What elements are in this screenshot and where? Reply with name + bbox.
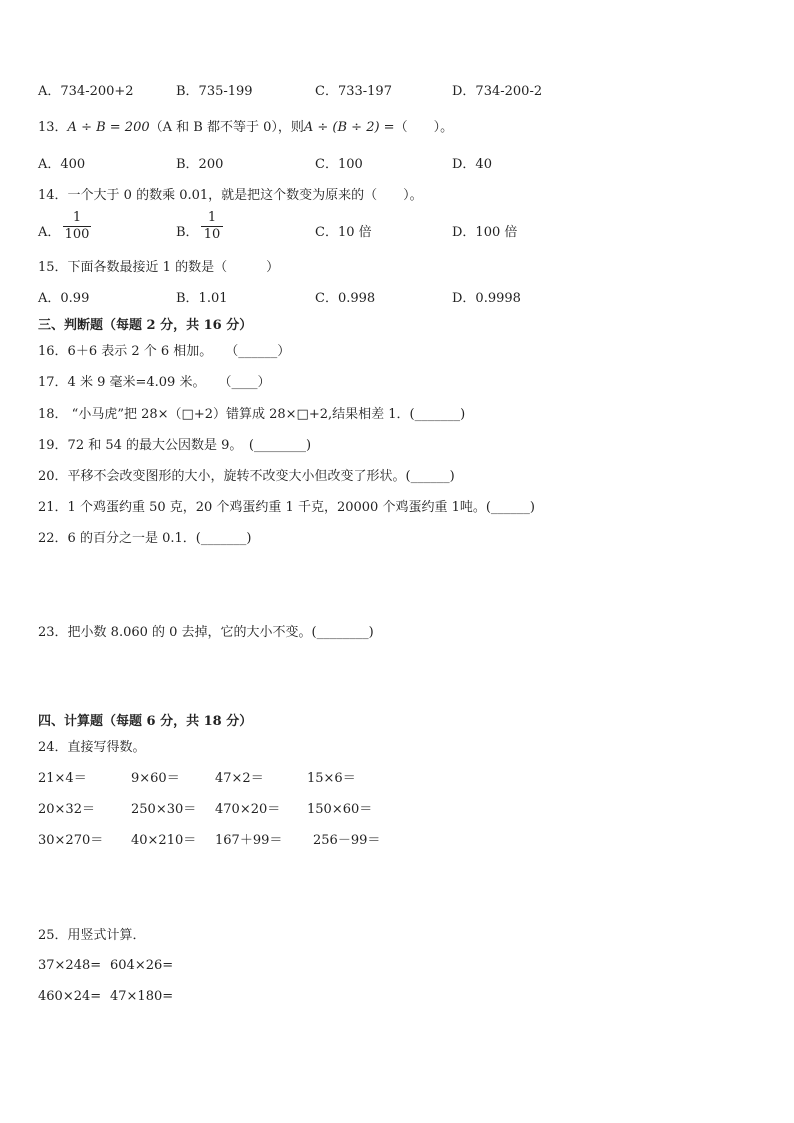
q13-condition: （A 和 B 都不等于 0），则	[149, 120, 304, 135]
q14-option-d: D．100 倍	[452, 225, 518, 240]
q13-question	[38, 120, 453, 136]
q24-item: 47×2＝	[215, 771, 264, 786]
q14-option-a-fraction	[63, 211, 91, 242]
q14-option-c: C．10 倍	[315, 225, 372, 240]
q13-option-a: A．400	[38, 157, 86, 172]
q14-option-b-label: B．	[176, 225, 199, 240]
q24-item: 167＋99＝	[215, 833, 283, 848]
q22-statement: 22．6 的百分之一是 0.1．(_______)	[38, 531, 252, 546]
q14-option-b-numerator: 1	[201, 211, 223, 227]
q15-option-b: B．1.01	[176, 291, 228, 306]
q15-question: 15．下面各数最接近 1 的数是（ ）	[38, 260, 280, 275]
q13-option-b: B．200	[176, 157, 224, 172]
q20-statement: 20．平移不会改变图形的大小，旋转不改变大小但改变了形状。(______)	[38, 469, 455, 484]
q14-option-a-numerator: 1	[63, 211, 91, 227]
q15-option-d: D．0.9998	[452, 291, 521, 306]
q25-item: 460×24=	[38, 989, 102, 1004]
q15-option-a: A．0.99	[38, 291, 90, 306]
q19-statement: 19．72 和 54 的最大公因数是 9。 (________)	[38, 438, 312, 453]
q13-answer-blank: （ ）。	[394, 120, 454, 135]
q13-option-c: C．100	[315, 157, 363, 172]
q13-number: 13．	[38, 120, 68, 135]
q15-option-c: C．0.998	[315, 291, 376, 306]
q25-title: 25．用竖式计算．	[38, 928, 146, 943]
q13-option-d: D．40	[452, 157, 492, 172]
q12-option-d: D．734-200-2	[452, 84, 543, 99]
section-4-heading: 四、计算题（每题 6 分，共 18 分）	[38, 714, 253, 729]
q24-item: 21×4＝	[38, 771, 87, 786]
q24-item: 15×6＝	[307, 771, 356, 786]
q24-item: 250×30＝	[131, 802, 197, 817]
q12-option-c: C．733-197	[315, 84, 392, 99]
q12-option-b: B．735-199	[176, 84, 253, 99]
q24-item: 30×270＝	[38, 833, 104, 848]
q24-item: 150×60＝	[307, 802, 373, 817]
q17-statement: 17．4 米 9 毫米=4.09 米。 （____）	[38, 375, 271, 390]
q14-option-a-label: A．	[38, 225, 61, 240]
q14-option-a-denominator: 100	[64, 227, 90, 242]
q24-item: 40×210＝	[131, 833, 197, 848]
q24-item: 9×60＝	[131, 771, 180, 786]
q24-title: 24．直接写得数。	[38, 740, 146, 755]
q12-option-a: A．734-200+2	[38, 84, 134, 99]
q14-option-b-fraction	[201, 211, 223, 242]
q25-item: 37×248=	[38, 958, 102, 973]
q13-expression-2: A ÷ (B ÷ 2) =	[303, 120, 395, 135]
q25-item: 47×180=	[110, 989, 174, 1004]
q14-option-b-denominator: 10	[203, 227, 221, 242]
q24-item: 256－99＝	[313, 833, 381, 848]
q25-item: 604×26=	[110, 958, 174, 973]
q24-item: 20×32＝	[38, 802, 95, 817]
q14-question: 14．一个大于 0 的数乘 0.01，就是把这个数变为原来的（ ）。	[38, 188, 423, 203]
q24-item: 470×20＝	[215, 802, 281, 817]
q21-statement: 21．1 个鸡蛋约重 50 克，20 个鸡蛋约重 1 千克，20000 个鸡蛋约重 1吨。(______)	[38, 500, 535, 515]
q23-statement: 23．把小数 8.060 的 0 去掉，它的大小不变。(________)	[38, 625, 374, 640]
section-3-heading: 三、判断题（每题 2 分，共 16 分）	[38, 318, 253, 333]
q16-statement: 16．6＋6 表示 2 个 6 相加。 （______）	[38, 344, 291, 359]
q18-statement: 18． “小马虎”把 28×（□+2）错算成 28×□+2,结果相差 1．(_______)	[38, 407, 466, 422]
q13-expression-1: A ÷ B = 200	[67, 120, 150, 135]
